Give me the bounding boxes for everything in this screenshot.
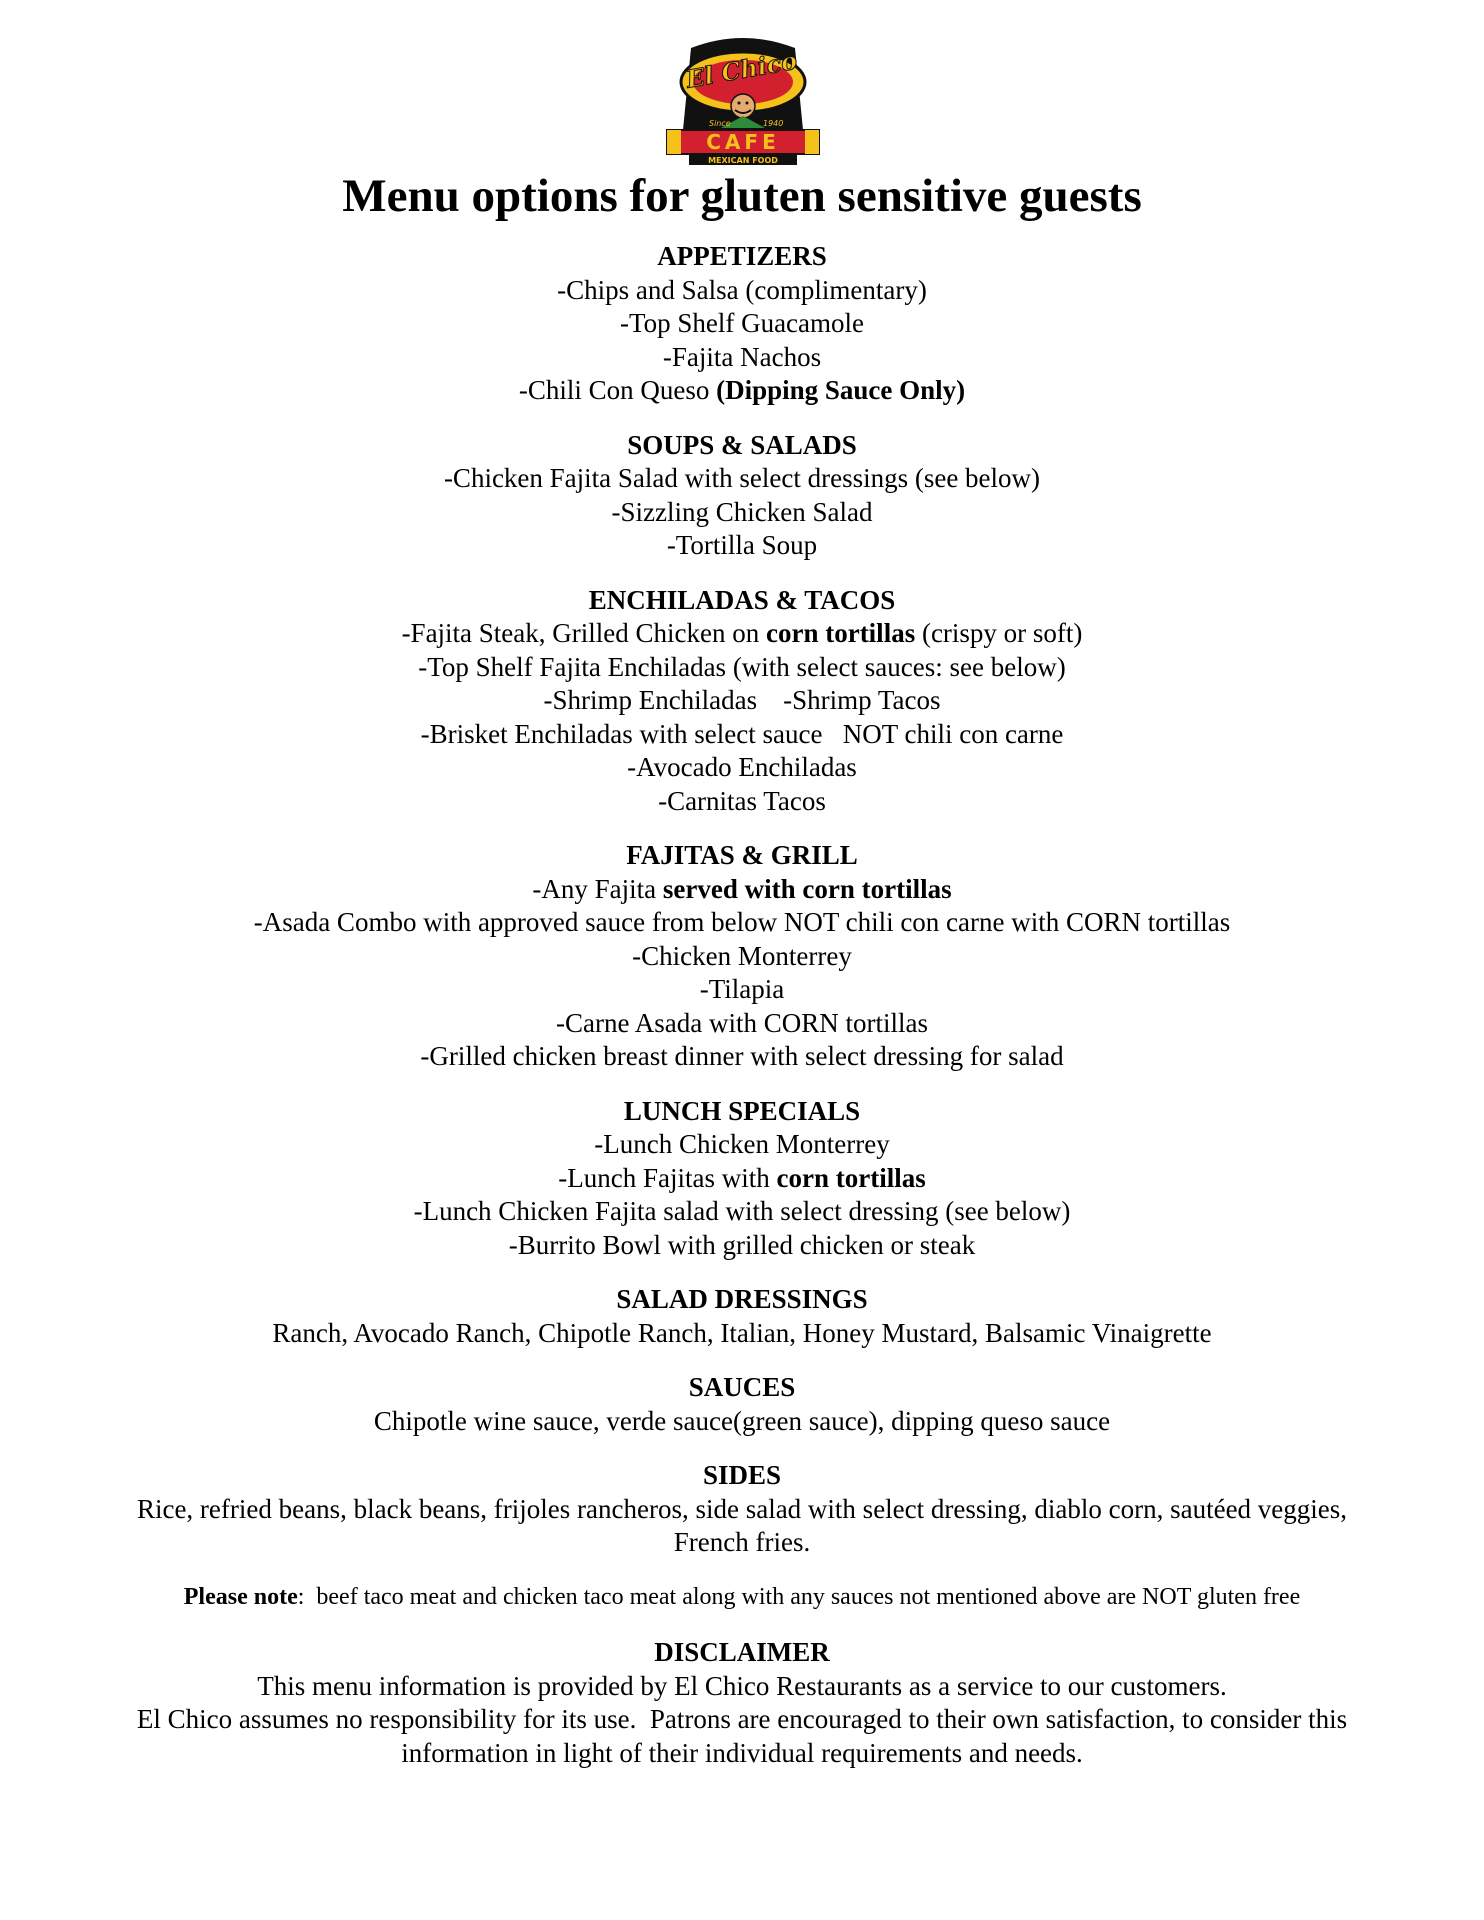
menu-item: -Burrito Bowl with grilled chicken or steak <box>508 1229 976 1260</box>
fajita-steak-after: (crispy or soft) <box>915 618 1083 648</box>
soups-salads-section <box>60 429 1424 563</box>
logo-year-text: 1940 <box>763 119 784 128</box>
enchiladas-tacos-section <box>60 584 1424 819</box>
dressings-list: Ranch, Avocado Ranch, Chipotle Ranch, Italian, Honey Mustard, Balsamic Vinaigrette <box>272 1317 1212 1348</box>
appetizers-heading: APPETIZERS <box>657 241 827 271</box>
disclaimer-line2: El Chico assumes no responsibility for its use. Patrons are encouraged to their own satisfaction, to consider this <box>136 1704 1348 1734</box>
menu-item: -Asada Combo with approved sauce from below NOT chili con carne with CORN tortillas <box>253 907 1231 937</box>
sides-list-line2: French fries. <box>673 1527 811 1557</box>
fajitas-heading: FAJITAS & GRILL <box>626 840 858 870</box>
el-chico-logo-graphic <box>663 30 823 166</box>
menu-item: -Grilled chicken breast dinner with select dressing for salad <box>420 1041 1064 1071</box>
sides-heading: SIDES <box>702 1460 782 1490</box>
salad-dressings-section <box>60 1283 1424 1350</box>
el-chico-logo <box>663 30 823 166</box>
fajita-steak-before: -Fajita Steak, Grilled Chicken on <box>401 618 766 648</box>
menu-item-queso <box>60 374 1424 408</box>
menu-item: -Top Shelf Guacamole <box>619 308 865 338</box>
lunch-fajitas-before: -Lunch Fajitas with <box>558 1162 777 1193</box>
sides-section <box>60 1459 1424 1560</box>
note-text: : beef taco meat and chicken taco meat along with any sauces not mentioned above are NOT gluten free <box>297 1583 1301 1610</box>
logo-brand-text: El Chico <box>683 45 800 94</box>
menu-item: -Avocado Enchiladas <box>627 752 857 782</box>
gluten-note <box>60 1581 1424 1615</box>
menu-item-any-fajita <box>60 873 1424 907</box>
menu-item-fajita-steak <box>60 617 1424 651</box>
fajitas-grill-section <box>60 839 1424 1074</box>
shrimp-tacos: -Shrimp Tacos <box>783 685 941 715</box>
menu-item: -Tilapia <box>699 974 785 1004</box>
dressings-heading: SALAD DRESSINGS <box>616 1284 868 1314</box>
menu-content <box>60 240 1424 1791</box>
logo-cafe-text: CAFE <box>706 130 780 154</box>
sauces-list: Chipotle wine sauce, verde sauce(green sauce), dipping queso sauce <box>373 1405 1111 1436</box>
menu-item: -Tortilla Soup <box>666 530 818 560</box>
sides-list-line1: Rice, refried beans, black beans, frijoles rancheros, side salad with select dressing, diablo corn, sautéed veggies, <box>136 1493 1348 1524</box>
enchiladas-heading: ENCHILADAS & TACOS <box>588 584 896 615</box>
menu-item: -Lunch Chicken Monterrey <box>594 1129 890 1159</box>
menu-item: -Brisket Enchiladas with select sauce NOT chili con carne <box>420 718 1064 749</box>
lunch-specials-section <box>60 1095 1424 1263</box>
any-fajita-bold: served with corn tortillas <box>662 873 952 904</box>
menu-item: -Sizzling Chicken Salad <box>611 496 873 527</box>
menu-item: -Chips and Salsa (complimentary) <box>557 274 927 305</box>
menu-item: -Chicken Monterrey <box>632 940 852 971</box>
queso-bold: (Dipping Sauce Only) <box>716 375 966 405</box>
soups-heading: SOUPS & SALADS <box>627 429 857 460</box>
lunch-heading: LUNCH SPECIALS <box>623 1095 861 1126</box>
queso-text: -Chili Con Queso <box>518 375 717 405</box>
menu-item: -Carne Asada with CORN tortillas <box>556 1007 928 1038</box>
page-title: Menu options for gluten sensitive guests <box>342 170 1142 222</box>
disclaimer-section <box>60 1636 1424 1770</box>
sauces-section <box>60 1371 1424 1438</box>
menu-item: -Chicken Fajita Salad with select dressings (see below) <box>443 463 1041 493</box>
disclaimer-heading: DISCLAIMER <box>654 1637 830 1667</box>
menu-item-shrimp <box>60 684 1424 718</box>
logo-since-text: Since <box>709 119 731 128</box>
logo-tagline-text: MEXICAN FOOD <box>708 156 778 165</box>
any-fajita-before: -Any Fajita <box>532 873 663 904</box>
menu-item: -Lunch Chicken Fajita salad with select dressing (see below) <box>413 1196 1071 1226</box>
menu-item: -Fajita Nachos <box>662 341 822 372</box>
shrimp-enchiladas: -Shrimp Enchiladas <box>543 685 758 715</box>
sauces-heading: SAUCES <box>688 1372 796 1402</box>
menu-item-lunch-fajitas <box>60 1162 1424 1196</box>
disclaimer-line3: information in light of their individual requirements and needs. <box>401 1737 1083 1768</box>
menu-item: -Carnitas Tacos <box>658 785 826 816</box>
lunch-fajitas-bold: corn tortillas <box>776 1162 926 1193</box>
appetizers-section <box>60 240 1424 408</box>
menu-item: -Top Shelf Fajita Enchiladas (with select sauces: see below) <box>418 651 1066 682</box>
fajita-steak-bold: corn tortillas <box>765 618 916 648</box>
disclaimer-line1: This menu information is provided by El Chico Restaurants as a service to our customers. <box>257 1670 1227 1701</box>
note-label: Please note <box>183 1583 298 1610</box>
